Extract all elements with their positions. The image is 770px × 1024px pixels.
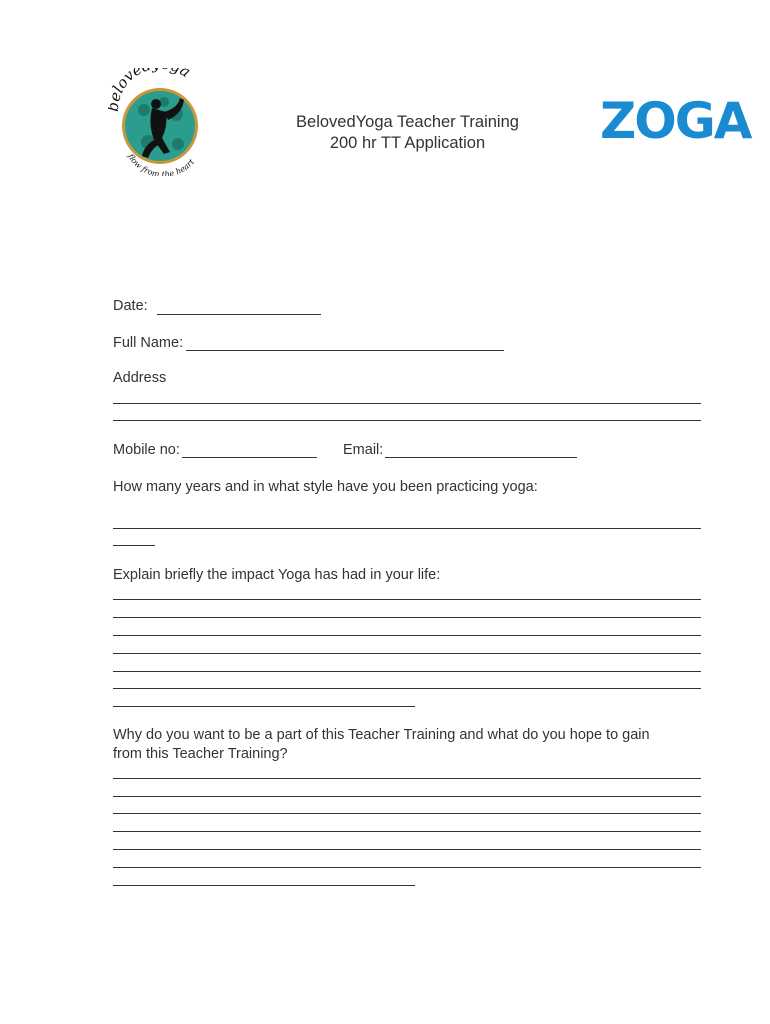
address-label: Address <box>113 370 167 386</box>
logo-brand-text: love a <box>108 68 194 96</box>
mobile-label: Mobile no: <box>113 442 180 458</box>
answer-years-line-2[interactable] <box>113 545 155 546</box>
answer-impact-line-6[interactable] <box>113 688 701 689</box>
answer-impact-line-1[interactable] <box>113 599 701 600</box>
answer-impact-line-3[interactable] <box>113 635 701 636</box>
address-field-line-1[interactable] <box>113 403 701 404</box>
full-name-label: Full Name: <box>113 335 184 351</box>
answer-years-line-1[interactable] <box>113 528 701 529</box>
answer-why-line-3[interactable] <box>113 813 701 814</box>
question-impact: Explain briefly the impact Yoga has had in your life: <box>113 567 441 583</box>
answer-why-line-4[interactable] <box>113 831 701 832</box>
question-years-style: How many years and in what style have you been practicing yoga: <box>113 479 538 495</box>
logo-tagline-text: flow from the heart <box>126 152 197 176</box>
answer-impact-line-4[interactable] <box>113 653 701 654</box>
question-why-line-1: Why do you want to be a part of this Teacher Training and what do you hope to gain <box>113 727 650 743</box>
answer-why-line-7[interactable] <box>113 885 415 886</box>
answer-why-line-2[interactable] <box>113 796 701 797</box>
title-line-2: 200 hr TT Application <box>329 134 486 152</box>
document-title <box>255 112 560 154</box>
email-field[interactable] <box>385 457 577 458</box>
title-line-1: BelovedYoga Teacher Training <box>296 113 519 131</box>
date-label: Date: <box>113 298 148 314</box>
zoga-logo: ZOGA <box>600 92 751 150</box>
answer-why-line-5[interactable] <box>113 849 701 850</box>
answer-why-line-1[interactable] <box>113 778 701 779</box>
answer-impact-line-7[interactable] <box>113 706 415 707</box>
question-why-line-2: from this Teacher Training? <box>113 746 288 762</box>
answer-why-line-6[interactable] <box>113 867 701 868</box>
mobile-field[interactable] <box>182 457 317 458</box>
date-field[interactable] <box>157 314 321 315</box>
full-name-field[interactable] <box>186 350 504 351</box>
address-field-line-2[interactable] <box>113 420 701 421</box>
email-label: Email: <box>343 442 384 458</box>
belovedyoga-logo <box>108 68 210 176</box>
answer-impact-line-2[interactable] <box>113 617 701 618</box>
answer-impact-line-5[interactable] <box>113 671 701 672</box>
